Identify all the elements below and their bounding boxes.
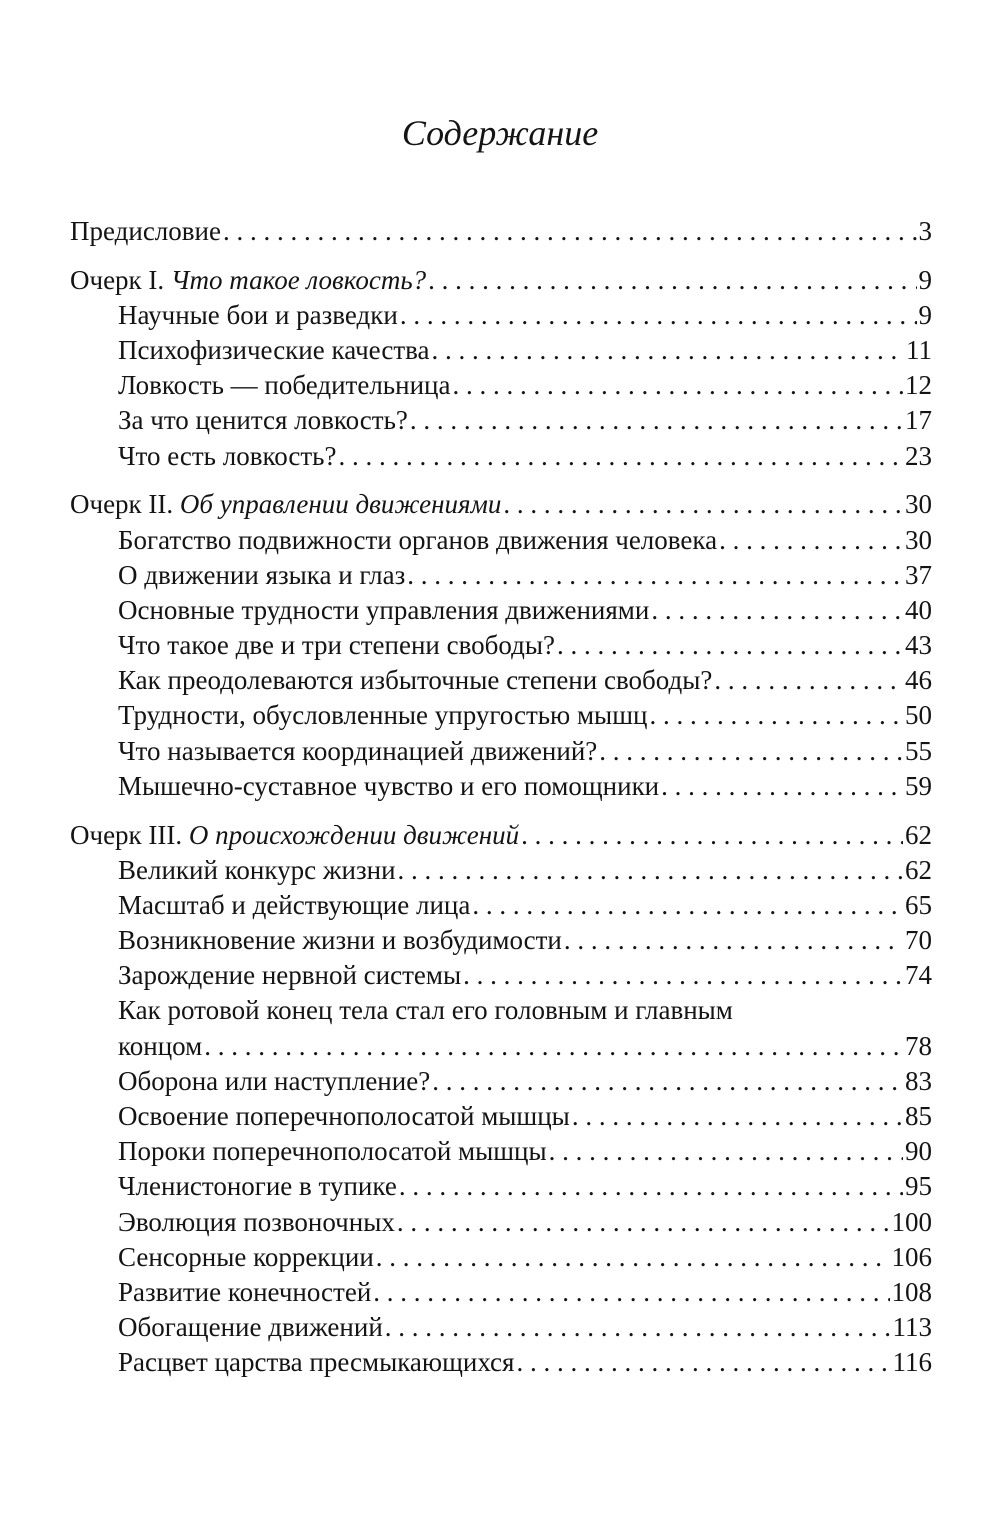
dot-leader xyxy=(385,1310,891,1345)
dot-leader xyxy=(428,263,916,298)
page-number: 3 xyxy=(918,216,932,246)
toc-section-entry xyxy=(70,888,932,923)
entry-title: Обогащение движений xyxy=(118,1312,383,1343)
dot-leader xyxy=(661,769,903,804)
dot-leader xyxy=(651,593,903,628)
toc-section-entry xyxy=(70,403,932,438)
dot-leader xyxy=(503,487,903,522)
entry-title: Масштаб и действующие лица xyxy=(118,889,471,920)
entry-title: Как преодолеваются избыточные степени свободы? xyxy=(118,665,713,696)
page-number: 90 xyxy=(905,1136,932,1167)
dot-leader xyxy=(204,1029,903,1064)
toc-section-entry xyxy=(70,1345,932,1380)
entry-title: Расцвет царства пресмыкающихся xyxy=(118,1347,515,1378)
entry-title: Предисловие xyxy=(70,216,221,246)
entry-title: Развитие конечностей xyxy=(118,1276,372,1307)
dot-leader xyxy=(373,1275,889,1310)
page-number: 30 xyxy=(905,489,932,520)
page-number: 17 xyxy=(905,405,932,436)
entry-title: Ловкость — победительница xyxy=(118,370,451,401)
toc-section-entry xyxy=(70,1240,932,1275)
page-number: 9 xyxy=(918,264,932,295)
toc-section-entry xyxy=(70,523,932,558)
dot-leader xyxy=(400,298,917,333)
entry-title: Сенсорные коррекции xyxy=(118,1241,374,1272)
entry-title: Пороки поперечнополосатой мышцы xyxy=(118,1136,547,1167)
dot-leader xyxy=(719,523,903,558)
entry-title: Оборона или наступление? xyxy=(118,1065,431,1096)
page-number: 55 xyxy=(905,735,932,766)
toc-chapter-entry xyxy=(70,818,932,853)
entry-title: Освоение поперечнополосатой мышцы xyxy=(118,1101,570,1131)
dot-leader xyxy=(397,1205,890,1240)
toc-section-entry xyxy=(70,1205,932,1240)
page-number: 95 xyxy=(905,1171,932,1202)
entry-title: Зарождение нервной системы xyxy=(118,960,462,991)
dot-leader xyxy=(452,368,903,403)
entry-title: Эволюция позвоночных xyxy=(118,1206,395,1237)
dot-leader xyxy=(549,1134,903,1169)
dot-leader xyxy=(398,853,903,888)
page-number: 108 xyxy=(891,1276,932,1307)
toc-section-entry xyxy=(70,923,932,958)
toc-section-entry xyxy=(70,663,932,698)
toc-section-entry xyxy=(70,698,932,733)
page-number: 37 xyxy=(905,559,932,590)
page-number: 59 xyxy=(905,770,932,801)
toc-section-entry xyxy=(70,734,932,769)
page-number: 106 xyxy=(891,1241,932,1272)
entry-title: Очерк II. Об управлении движениями xyxy=(70,489,502,520)
entry-title-italic: Об управлении движениями xyxy=(179,489,502,520)
entry-title: О движении языка и глаз xyxy=(118,559,406,590)
page-number: 65 xyxy=(905,889,932,920)
entry-title: Членистоногие в тупике xyxy=(118,1171,397,1202)
page-number: 40 xyxy=(905,594,932,625)
toc-section-entry xyxy=(70,593,932,628)
toc-chapter-entry xyxy=(70,487,932,522)
dot-leader xyxy=(338,439,903,474)
dot-leader xyxy=(376,1240,890,1275)
toc-section-entry xyxy=(70,558,932,593)
dot-leader xyxy=(649,698,903,733)
dot-leader xyxy=(432,333,905,368)
toc-section-entry xyxy=(70,333,932,368)
page-number: 116 xyxy=(892,1347,932,1378)
entry-title: Научные бои и разведки xyxy=(118,299,398,330)
entry-title: Возникновение жизни и возбудимости xyxy=(118,925,562,956)
entry-title: Основные трудности управления движениями xyxy=(118,594,650,625)
dot-leader xyxy=(572,1099,903,1134)
page-number: 9 xyxy=(918,299,932,330)
entry-title: За что ценится ловкость? xyxy=(118,405,408,436)
page-number: 23 xyxy=(905,440,932,471)
entry-title: Психофизические качества xyxy=(118,335,430,366)
toc-section-entry xyxy=(70,439,932,474)
page-number: 74 xyxy=(905,960,932,991)
toc-section-entry xyxy=(70,1310,932,1345)
dot-leader xyxy=(472,888,903,923)
dot-leader xyxy=(516,1345,890,1380)
page-number: 100 xyxy=(891,1206,932,1237)
toc-chapter-entry xyxy=(70,263,932,298)
dot-leader xyxy=(223,214,917,249)
dot-leader xyxy=(432,1064,903,1099)
page-number: 113 xyxy=(892,1312,932,1343)
page-number: 83 xyxy=(905,1065,932,1096)
page-number: 43 xyxy=(905,630,932,661)
toc-section-entry xyxy=(70,368,932,403)
toc-section-entry xyxy=(70,1275,932,1310)
page-number: 62 xyxy=(905,819,932,850)
page-number: 50 xyxy=(905,700,932,731)
page-number: 12 xyxy=(905,370,932,401)
entry-title: Что называется координацией движений? xyxy=(118,735,598,766)
entry-title: Трудности, обусловленные упругостью мышц xyxy=(118,700,648,731)
toc-section-entry xyxy=(70,993,932,1028)
toc-section-entry xyxy=(70,1134,932,1169)
dot-leader xyxy=(399,1169,903,1204)
toc-section-entry xyxy=(70,1064,932,1099)
page-number: 78 xyxy=(905,1030,932,1061)
dot-leader xyxy=(463,958,903,993)
toc-section-entry xyxy=(70,628,932,663)
table-of-contents xyxy=(70,214,932,1381)
dot-leader xyxy=(407,558,903,593)
toc-section-entry-continuation xyxy=(70,1029,932,1064)
toc-section-entry xyxy=(70,298,932,333)
entry-title: Что такое две и три степени свободы? xyxy=(118,630,555,661)
toc-section-entry xyxy=(70,769,932,804)
page-number: 62 xyxy=(905,854,932,885)
toc-section-entry xyxy=(70,1099,932,1134)
entry-title: Мышечно-суставное чувство и его помощники xyxy=(118,770,660,801)
page-number: 85 xyxy=(905,1101,932,1131)
entry-title-continuation: концом xyxy=(118,1030,203,1061)
dot-leader xyxy=(557,628,903,663)
entry-title: Что есть ловкость? xyxy=(118,440,337,471)
entry-title-italic: О происхождении движений xyxy=(188,819,520,850)
toc-section-entry xyxy=(70,958,932,993)
dot-leader xyxy=(714,663,903,698)
entry-title: Как ротовой конец тела стал его головным и главным xyxy=(118,995,733,1026)
entry-title: Великий конкурс жизни xyxy=(118,854,396,885)
page-title: Содержание xyxy=(401,113,599,153)
toc-section-entry xyxy=(70,1169,932,1204)
page-number: 70 xyxy=(905,925,932,956)
page-number: 46 xyxy=(905,665,932,696)
entry-title: Богатство подвижности органов движения человека xyxy=(118,524,718,555)
dot-leader xyxy=(599,734,903,769)
entry-title: Очерк I. Что такое ловкость? xyxy=(70,264,427,295)
entry-title: Очерк III. О происхождении движений xyxy=(70,819,520,850)
dot-leader xyxy=(410,403,903,438)
dot-leader xyxy=(521,818,903,853)
entry-title-italic: Что такое ловкость? xyxy=(170,264,427,295)
toc-chapter-entry xyxy=(70,214,932,249)
dot-leader xyxy=(564,923,903,958)
page-number: 30 xyxy=(905,524,932,555)
toc-section-entry xyxy=(70,853,932,888)
page-number: 11 xyxy=(906,335,932,366)
